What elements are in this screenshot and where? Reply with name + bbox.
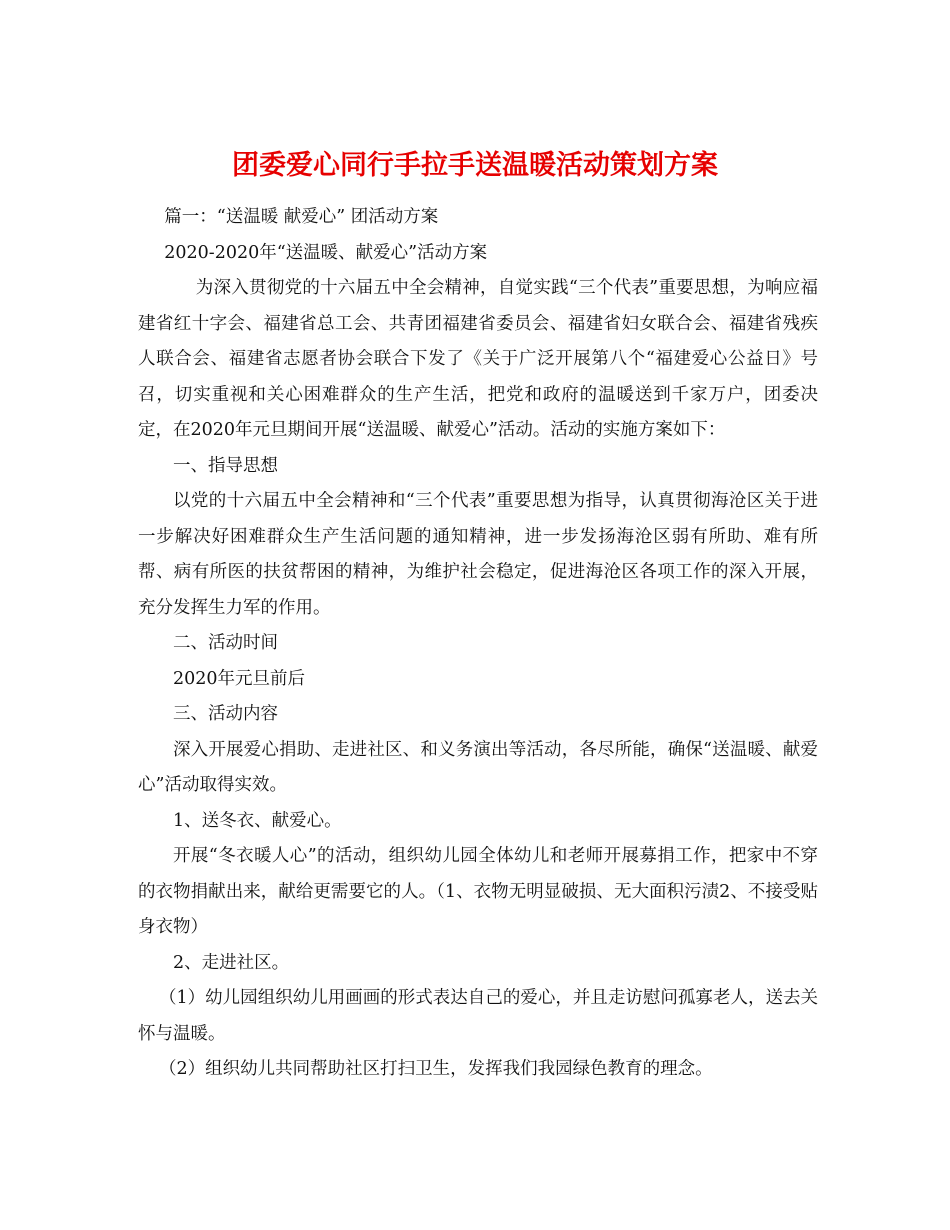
heading-activity-content: 三、活动内容 bbox=[173, 704, 278, 724]
heading-guiding-ideology: 一、指导思想 bbox=[173, 455, 278, 476]
document-body bbox=[138, 200, 818, 1088]
paragraph-activity-time: 2020年元旦前后 bbox=[173, 668, 306, 689]
heading-winter-clothes: 1、送冬衣、献爱心。 bbox=[173, 810, 342, 831]
paragraph-intro: 为深入贯彻党的十六届五中全会精神，自觉实践“三个代表”重要思想，为响应福建省红十字会、福建省总工会、共青团福建省委员会、福建省妇女联合会、福建省残疾人联合会、福建省志愿者协会联合下发了《关于广泛开展第八个“福建爱心公益日》号召，切实重视和关心困难群众的生产生活，把党和政府的温暖送到千家万户，团委决定，在2020年元旦期间开展“送温暖、献爱心”活动。活动的实施方案如下： bbox=[138, 278, 818, 440]
paragraph-community-2: （2）组织幼儿共同帮助社区打扫卫生，发挥我们我园绿色教育的理念。 bbox=[159, 1059, 713, 1079]
paragraph-plan-title: 2020-2020年“送温暖、献爱心”活动方案 bbox=[164, 242, 488, 263]
paragraph-section-heading: 篇一：“送温暖 献爱心” 团活动方案 bbox=[164, 207, 439, 227]
paragraph-guiding-ideology: 以党的十六届五中全会精神和“三个代表”重要思想为指导，认真贯彻海沧区关于进一步解决好困难群众生产生活问题的通知精神，进一步发扬海沧区弱有所助、难有所帮、病有所医的扶贫帮困的精神，为维护社会稳定，促进海沧区各项工作的深入开展，充分发挥生力军的作用。 bbox=[138, 491, 818, 618]
paragraph-community-1: （1）幼儿园组织幼儿用画画的形式表达自己的爱心，并且走访慰问孤寡老人，送去关怀与温暖。 bbox=[138, 988, 818, 1044]
page-title: 团委爱心同行手拉手送温暖活动策划方案 bbox=[232, 150, 718, 182]
paragraph-activity-content: 深入开展爱心捐助、走进社区、和义务演出等活动，各尽所能，确保“送温暖、献爱心”活动取得实效。 bbox=[138, 739, 818, 795]
heading-community: 2、走进社区。 bbox=[173, 952, 290, 973]
paragraph-winter-clothes: 开展“冬衣暖人心”的活动，组织幼儿园全体幼儿和老师开展募捐工作，把家中不穿的衣物捐献出来，献给更需要它的人。（1、衣物无明显破损、无大面积污渍2、不接受贴身衣物） bbox=[138, 846, 818, 937]
heading-activity-time: 二、活动时间 bbox=[173, 633, 278, 653]
